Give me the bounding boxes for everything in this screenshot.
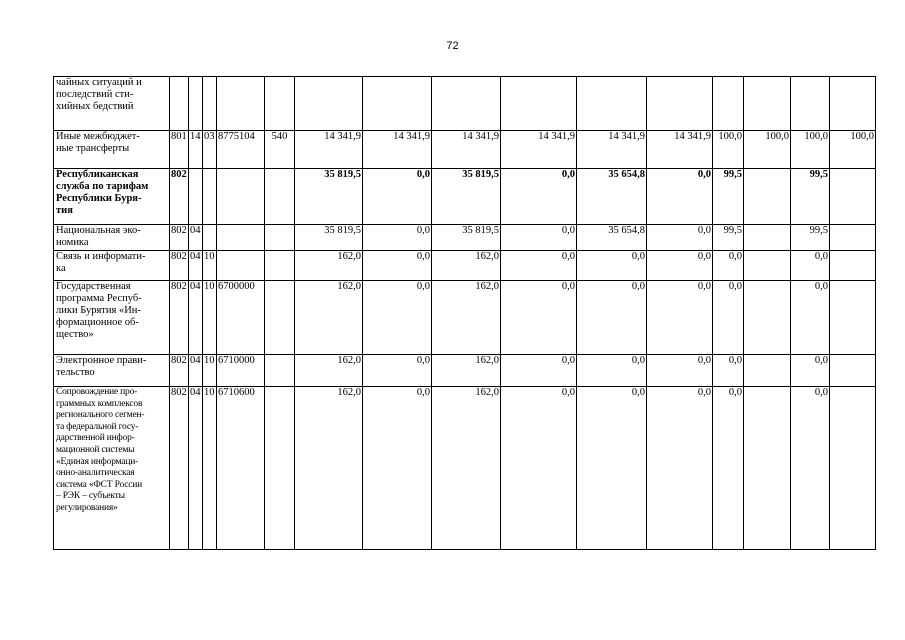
value-cell-3: 162,0 — [432, 355, 501, 387]
value-cell-1: 162,0 — [295, 251, 363, 281]
item-name-cell: Связь и информати- ка — [54, 251, 170, 281]
table-row — [54, 251, 876, 281]
value-cell-1: 162,0 — [295, 387, 363, 550]
table-body — [54, 77, 876, 550]
value-cell-4: 0,0 — [501, 281, 577, 355]
percent-cell-3 — [791, 77, 830, 131]
expense-type-cell — [265, 387, 295, 550]
value-cell-5: 35 654,8 — [577, 169, 647, 225]
percent-cell-4 — [830, 251, 876, 281]
item-name-cell: Национальная эко- номика — [54, 225, 170, 251]
value-cell-6: 0,0 — [647, 251, 713, 281]
value-cell-3: 14 341,9 — [432, 131, 501, 169]
value-cell-1: 14 341,9 — [295, 131, 363, 169]
percent-cell-3: 99,5 — [791, 225, 830, 251]
value-cell-1: 35 819,5 — [295, 225, 363, 251]
grbs-code-cell: 802 — [170, 387, 189, 550]
target-article-cell: 6700000 — [217, 281, 265, 355]
percent-cell-2 — [744, 225, 791, 251]
value-cell-1 — [295, 77, 363, 131]
section-code-cell: 04 — [189, 251, 203, 281]
subsection-code-cell — [203, 225, 217, 251]
value-cell-4 — [501, 77, 577, 131]
target-article-cell — [217, 225, 265, 251]
percent-cell-1: 0,0 — [713, 355, 744, 387]
value-cell-5: 35 654,8 — [577, 225, 647, 251]
value-cell-5: 0,0 — [577, 387, 647, 550]
subsection-code-cell: 10 — [203, 387, 217, 550]
value-cell-4: 0,0 — [501, 387, 577, 550]
percent-cell-1: 99,5 — [713, 169, 744, 225]
expense-type-cell — [265, 169, 295, 225]
value-cell-1: 162,0 — [295, 355, 363, 387]
value-cell-2: 0,0 — [363, 169, 432, 225]
budget-table — [53, 76, 876, 550]
percent-cell-1 — [713, 77, 744, 131]
section-code-cell: 04 — [189, 387, 203, 550]
table-row — [54, 77, 876, 131]
percent-cell-3: 0,0 — [791, 387, 830, 550]
value-cell-3 — [432, 77, 501, 131]
section-code-cell: 04 — [189, 355, 203, 387]
subsection-code-cell: 10 — [203, 251, 217, 281]
value-cell-1: 35 819,5 — [295, 169, 363, 225]
value-cell-5: 0,0 — [577, 355, 647, 387]
percent-cell-3: 0,0 — [791, 355, 830, 387]
table-row — [54, 355, 876, 387]
table-row — [54, 225, 876, 251]
percent-cell-2: 100,0 — [744, 131, 791, 169]
value-cell-4: 0,0 — [501, 355, 577, 387]
percent-cell-4 — [830, 225, 876, 251]
expense-type-cell: 540 — [265, 131, 295, 169]
expense-type-cell — [265, 251, 295, 281]
section-code-cell: 04 — [189, 281, 203, 355]
value-cell-5: 0,0 — [577, 251, 647, 281]
percent-cell-1: 99,5 — [713, 225, 744, 251]
expense-type-cell — [265, 225, 295, 251]
target-article-cell: 6710000 — [217, 355, 265, 387]
item-name-cell: чайных ситуаций и последствий сти- хийных бедствий — [54, 77, 170, 131]
value-cell-3: 35 819,5 — [432, 225, 501, 251]
table-row — [54, 281, 876, 355]
percent-cell-2 — [744, 281, 791, 355]
value-cell-6: 0,0 — [647, 355, 713, 387]
value-cell-6: 0,0 — [647, 225, 713, 251]
value-cell-2: 14 341,9 — [363, 131, 432, 169]
percent-cell-1: 0,0 — [713, 281, 744, 355]
percent-cell-4 — [830, 355, 876, 387]
value-cell-6 — [647, 77, 713, 131]
subsection-code-cell — [203, 169, 217, 225]
section-code-cell — [189, 77, 203, 131]
value-cell-2: 0,0 — [363, 225, 432, 251]
value-cell-4: 0,0 — [501, 225, 577, 251]
grbs-code-cell: 802 — [170, 251, 189, 281]
grbs-code-cell: 801 — [170, 131, 189, 169]
value-cell-3: 162,0 — [432, 281, 501, 355]
value-cell-6: 0,0 — [647, 281, 713, 355]
grbs-code-cell — [170, 77, 189, 131]
table-row — [54, 131, 876, 169]
value-cell-3: 162,0 — [432, 251, 501, 281]
value-cell-5 — [577, 77, 647, 131]
target-article-cell — [217, 251, 265, 281]
percent-cell-4 — [830, 281, 876, 355]
value-cell-4: 0,0 — [501, 251, 577, 281]
value-cell-2: 0,0 — [363, 355, 432, 387]
value-cell-5: 14 341,9 — [577, 131, 647, 169]
percent-cell-4 — [830, 387, 876, 550]
percent-cell-2 — [744, 251, 791, 281]
section-code-cell: 04 — [189, 225, 203, 251]
value-cell-6: 14 341,9 — [647, 131, 713, 169]
value-cell-2: 0,0 — [363, 281, 432, 355]
subsection-code-cell: 03 — [203, 131, 217, 169]
value-cell-6: 0,0 — [647, 169, 713, 225]
percent-cell-3: 0,0 — [791, 281, 830, 355]
expense-type-cell — [265, 281, 295, 355]
target-article-cell — [217, 169, 265, 225]
percent-cell-2 — [744, 77, 791, 131]
value-cell-2: 0,0 — [363, 251, 432, 281]
percent-cell-4: 100,0 — [830, 131, 876, 169]
value-cell-5: 0,0 — [577, 281, 647, 355]
item-name-cell: Государственная программа Респуб- лики Бурятия «Ин- формационное об- щество» — [54, 281, 170, 355]
value-cell-4: 14 341,9 — [501, 131, 577, 169]
percent-cell-4 — [830, 77, 876, 131]
value-cell-4: 0,0 — [501, 169, 577, 225]
grbs-code-cell: 802 — [170, 169, 189, 225]
section-code-cell: 14 — [189, 131, 203, 169]
target-article-cell — [217, 77, 265, 131]
value-cell-2: 0,0 — [363, 387, 432, 550]
expense-type-cell — [265, 355, 295, 387]
table-row — [54, 387, 876, 550]
target-article-cell: 6710600 — [217, 387, 265, 550]
section-code-cell — [189, 169, 203, 225]
percent-cell-1: 0,0 — [713, 387, 744, 550]
item-name-cell: Сопровождение про- граммных комплексов регионального сегмен- та федеральной госу- дарственной инфор- мационной системы «Единая информаци- онно-аналитическая система «ФСТ России – РЭК – субъекты регулирования» — [54, 387, 170, 550]
grbs-code-cell: 802 — [170, 355, 189, 387]
percent-cell-2 — [744, 387, 791, 550]
subsection-code-cell: 10 — [203, 355, 217, 387]
value-cell-3: 162,0 — [432, 387, 501, 550]
item-name-cell: Республиканская служба по тарифам Республики Буря- тия — [54, 169, 170, 225]
percent-cell-2 — [744, 355, 791, 387]
subsection-code-cell: 10 — [203, 281, 217, 355]
percent-cell-3: 99,5 — [791, 169, 830, 225]
item-name-cell: Иные межбюджет- ные трансферты — [54, 131, 170, 169]
value-cell-1: 162,0 — [295, 281, 363, 355]
grbs-code-cell: 802 — [170, 281, 189, 355]
grbs-code-cell: 802 — [170, 225, 189, 251]
percent-cell-2 — [744, 169, 791, 225]
subsection-code-cell — [203, 77, 217, 131]
percent-cell-3: 0,0 — [791, 251, 830, 281]
table-row — [54, 169, 876, 225]
percent-cell-3: 100,0 — [791, 131, 830, 169]
percent-cell-1: 0,0 — [713, 251, 744, 281]
expense-type-cell — [265, 77, 295, 131]
page-number: 72 — [446, 40, 459, 52]
target-article-cell: 8775104 — [217, 131, 265, 169]
value-cell-3: 35 819,5 — [432, 169, 501, 225]
percent-cell-4 — [830, 169, 876, 225]
percent-cell-1: 100,0 — [713, 131, 744, 169]
item-name-cell: Электронное прави- тельство — [54, 355, 170, 387]
value-cell-6: 0,0 — [647, 387, 713, 550]
value-cell-2 — [363, 77, 432, 131]
